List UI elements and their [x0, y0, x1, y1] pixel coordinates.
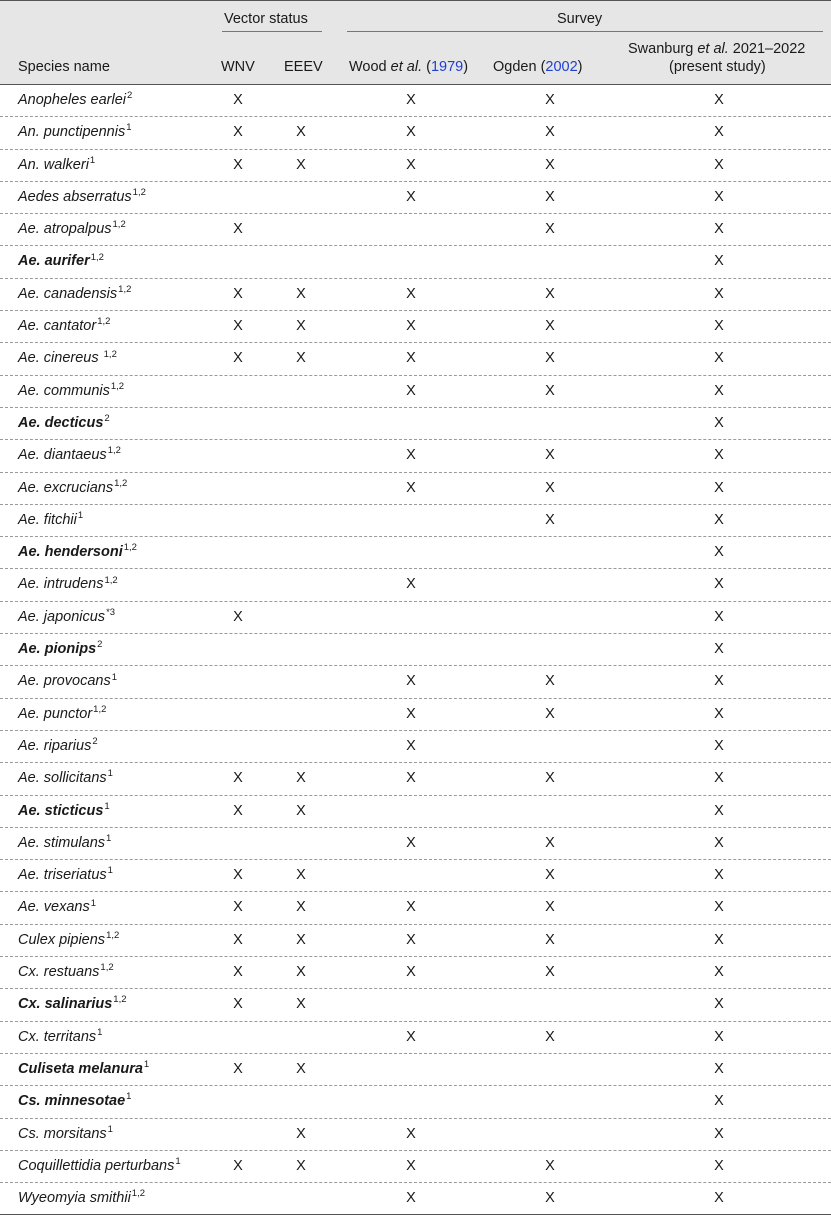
- group-survey-rule: [347, 31, 823, 32]
- mark-ogden: X: [545, 931, 555, 948]
- mark-swan: X: [714, 576, 724, 593]
- species-name-text: Ae. pionips: [18, 641, 97, 658]
- species-name: [18, 246, 104, 277]
- col-ogden: Ogden (2002): [493, 59, 583, 75]
- mark-swan: X: [714, 608, 724, 625]
- table-row: [0, 311, 831, 343]
- species-name-text: Culex pipiens: [18, 931, 106, 948]
- mark-ogden: X: [545, 156, 555, 173]
- mark-wood: X: [406, 770, 416, 787]
- mark-eeev: X: [296, 156, 306, 173]
- mark-swan: X: [714, 285, 724, 302]
- mark-swan: X: [714, 350, 724, 367]
- mark-wnv: X: [233, 1060, 243, 1077]
- mark-swan: X: [714, 156, 724, 173]
- mark-swan: X: [714, 447, 724, 464]
- species-name-text: Coquillettidia perturbans: [18, 1157, 175, 1174]
- species-name: [18, 279, 131, 310]
- species-name: [18, 892, 96, 923]
- mark-eeev: X: [296, 1157, 306, 1174]
- species-name: [18, 699, 106, 730]
- table-row: [0, 343, 831, 375]
- mark-ogden: X: [545, 834, 555, 851]
- species-name-text: Ae. triseriatus: [18, 867, 107, 884]
- table-row: [0, 1086, 831, 1118]
- mark-swan: X: [714, 221, 724, 238]
- mark-ogden: X: [545, 770, 555, 787]
- table-row: [0, 246, 831, 278]
- mark-swan: X: [714, 802, 724, 819]
- mark-swan: X: [714, 544, 724, 561]
- species-name-text: Cx. salinarius: [18, 996, 113, 1013]
- mark-wnv: X: [233, 996, 243, 1013]
- table-row: [0, 892, 831, 924]
- species-footnote: 1: [143, 1059, 150, 1071]
- mark-swan: X: [714, 382, 724, 399]
- species-footnote: 1,2: [104, 574, 118, 586]
- mark-wood: X: [406, 156, 416, 173]
- group-vector-rule: [222, 31, 322, 32]
- species-name: [18, 828, 111, 859]
- species-name-text: Aedes abserratus: [18, 188, 132, 205]
- species-footnote: 1: [175, 1155, 181, 1167]
- species-name: [18, 957, 114, 988]
- species-name: [18, 1054, 149, 1085]
- table-row: [0, 860, 831, 892]
- mark-swan: X: [714, 1125, 724, 1142]
- species-name: [18, 311, 110, 342]
- mark-swan: X: [714, 92, 724, 108]
- table-row: [0, 1054, 831, 1086]
- col-eeev: EEEV: [284, 59, 323, 75]
- col-swanburg-line1: Swanburg et al. 2021–2022: [628, 41, 806, 57]
- species-footnote: 1: [106, 833, 112, 844]
- table-body: [0, 84, 831, 1215]
- species-name: [18, 1183, 145, 1214]
- mark-ogden: X: [545, 188, 555, 205]
- mark-ogden: X: [545, 221, 555, 238]
- species-name-text: Ae. aurifer: [18, 253, 90, 270]
- table-row: [0, 473, 831, 505]
- species-footnote: 1: [89, 154, 96, 166]
- species-footnote: 1: [107, 865, 113, 877]
- species-footnote: 1,2: [90, 251, 104, 263]
- species-footnote: 1: [90, 897, 97, 909]
- mark-ogden: X: [545, 964, 555, 981]
- mark-swan: X: [714, 1028, 724, 1045]
- species-footnote: 1,2: [100, 962, 114, 974]
- species-footnote: 1: [111, 671, 117, 683]
- mark-wood: X: [406, 382, 416, 399]
- mark-wood: X: [406, 1125, 416, 1142]
- col-wood: Wood et al. (1979): [349, 59, 469, 75]
- species-name-text: Cs. minnesotae: [18, 1093, 126, 1110]
- species-name: [18, 602, 115, 633]
- species-footnote: 2: [92, 736, 98, 748]
- species-name-text: An. punctipennis: [18, 124, 126, 141]
- mark-ogden: X: [545, 1028, 555, 1045]
- species-footnote: *3: [106, 606, 116, 618]
- mark-ogden: X: [545, 673, 555, 690]
- mark-wood: X: [406, 705, 416, 722]
- species-name: [18, 989, 127, 1020]
- mark-swan: X: [714, 964, 724, 981]
- species-name-text: Cx. territans: [18, 1028, 97, 1045]
- mark-wnv: X: [233, 1157, 243, 1174]
- mark-swan: X: [714, 1157, 724, 1174]
- mark-eeev: X: [296, 996, 306, 1013]
- species-name: [18, 763, 113, 794]
- mark-wood: X: [406, 318, 416, 335]
- mark-wnv: X: [233, 802, 243, 819]
- mark-swan: X: [714, 318, 724, 335]
- species-name-text: Wyeomyia smithii: [18, 1190, 131, 1207]
- mark-ogden: X: [545, 1157, 555, 1174]
- mark-wnv: X: [233, 221, 243, 238]
- mark-ogden: X: [545, 124, 555, 141]
- mark-wnv: X: [233, 92, 243, 108]
- species-name-text: Ae. hendersoni: [18, 544, 123, 561]
- mark-wood: X: [406, 931, 416, 948]
- species-name: [18, 505, 83, 536]
- mark-wnv: X: [233, 318, 243, 335]
- species-footnote: 1: [104, 800, 110, 812]
- species-name-text: Ae. communis: [18, 382, 110, 399]
- species-footnote: 1,2: [113, 994, 127, 1006]
- table-row: [0, 150, 831, 182]
- species-name-text: Ae. punctor: [18, 705, 93, 722]
- species-name: [18, 117, 132, 148]
- mark-wood: X: [406, 350, 416, 367]
- species-name: [18, 408, 110, 439]
- mark-eeev: X: [296, 1060, 306, 1077]
- species-footnote: 1: [97, 1026, 103, 1038]
- mark-ogden: X: [545, 92, 555, 108]
- species-name: [18, 1022, 102, 1053]
- species-name-text: An. walkeri: [18, 156, 89, 173]
- mark-swan: X: [714, 867, 724, 884]
- mark-ogden: X: [545, 867, 555, 884]
- species-footnote: 1,2: [114, 477, 128, 489]
- species-footnote: 1: [107, 768, 113, 780]
- wood-year-link[interactable]: 1979: [430, 59, 464, 75]
- mark-swan: X: [714, 253, 724, 270]
- mark-eeev: X: [296, 770, 306, 787]
- mark-swan: X: [714, 414, 724, 431]
- mark-wood: X: [406, 479, 416, 496]
- species-name-text: Anopheles earlei: [18, 92, 127, 108]
- table-header: [0, 0, 831, 85]
- mark-wood: X: [406, 1028, 416, 1045]
- mark-eeev: X: [296, 124, 306, 141]
- col-species-name: Species name: [18, 59, 110, 75]
- table-row: [0, 537, 831, 569]
- mark-swan: X: [714, 479, 724, 496]
- mark-wnv: X: [233, 867, 243, 884]
- mark-ogden: X: [545, 350, 555, 367]
- mark-eeev: X: [296, 318, 306, 335]
- species-name-text: Ae. japonicus: [18, 608, 106, 625]
- table-row: [0, 440, 831, 472]
- mark-wnv: X: [233, 770, 243, 787]
- mark-wnv: X: [233, 285, 243, 302]
- species-name-text: Ae. stimulans: [18, 834, 106, 851]
- species-name: [18, 731, 98, 762]
- species-name-text: Ae. excrucians: [18, 479, 114, 496]
- mark-wood: X: [406, 285, 416, 302]
- table-row: [0, 957, 831, 989]
- table-row: [0, 763, 831, 795]
- mark-ogden: X: [545, 511, 555, 528]
- mark-eeev: X: [296, 899, 306, 916]
- table-row: [0, 117, 831, 149]
- group-survey: Survey: [557, 11, 603, 27]
- mark-eeev: X: [296, 931, 306, 948]
- table-row: [0, 925, 831, 957]
- species-name: [18, 182, 146, 213]
- mark-eeev: X: [296, 802, 306, 819]
- species-name-text: Ae. vexans: [18, 899, 90, 916]
- species-footnote: 1,2: [131, 1188, 146, 1200]
- mark-wnv: X: [233, 931, 243, 948]
- species-footnote: 1,2: [110, 380, 125, 392]
- mark-wnv: X: [233, 964, 243, 981]
- species-name: [18, 666, 117, 697]
- mark-swan: X: [714, 511, 724, 528]
- species-name: [18, 473, 127, 504]
- mark-swan: X: [714, 124, 724, 141]
- table-row: [0, 505, 831, 537]
- species-name-text: Ae. riparius: [18, 737, 92, 754]
- mark-ogden: X: [545, 705, 555, 722]
- ogden-year-link[interactable]: 2002: [545, 59, 578, 75]
- species-name: [18, 150, 95, 181]
- species-name: [18, 569, 118, 600]
- mark-wood: X: [406, 673, 416, 690]
- species-name-text: Culiseta melanura: [18, 1060, 143, 1077]
- species-footnote: 1,2: [118, 283, 132, 295]
- table-row: [0, 1151, 831, 1183]
- col-swanburg-line2: (present study): [669, 59, 766, 75]
- species-footnote: 1,2: [132, 187, 146, 199]
- mark-swan: X: [714, 641, 724, 658]
- col-wnv: WNV: [221, 59, 255, 75]
- species-footnote: 2: [127, 90, 133, 102]
- species-name-text: Ae. decticus: [18, 414, 104, 431]
- mark-wood: X: [406, 964, 416, 981]
- table-row: [0, 796, 831, 828]
- species-name: [18, 634, 102, 665]
- species-footnote: 1: [126, 122, 132, 134]
- species-name-text: Ae. cinereus: [18, 350, 103, 367]
- mark-swan: X: [714, 1060, 724, 1077]
- mark-wood: X: [406, 1190, 416, 1207]
- mark-swan: X: [714, 673, 724, 690]
- species-name-text: Ae. sollicitans: [18, 770, 107, 787]
- species-name: [18, 440, 121, 471]
- mark-swan: X: [714, 834, 724, 851]
- mark-eeev: X: [296, 285, 306, 302]
- species-footnote: 1,2: [97, 316, 111, 328]
- mark-eeev: X: [296, 964, 306, 981]
- group-vector-status: Vector status: [224, 11, 308, 27]
- table-row: [0, 85, 831, 117]
- mark-wnv: X: [233, 899, 243, 916]
- mark-swan: X: [714, 931, 724, 948]
- mark-wood: X: [406, 737, 416, 754]
- species-name: [18, 343, 117, 374]
- mark-ogden: X: [545, 479, 555, 496]
- mark-ogden: X: [545, 285, 555, 302]
- table-row: [0, 1022, 831, 1054]
- species-footnote: 1,2: [123, 542, 137, 554]
- species-footnote: 1,2: [107, 445, 121, 457]
- species-name-text: Ae. cantator: [18, 318, 97, 335]
- species-name-text: Ae. fitchii: [18, 511, 77, 528]
- mark-swan: X: [714, 996, 724, 1013]
- mark-wood: X: [406, 576, 416, 593]
- species-name-text: Ae. intrudens: [18, 576, 104, 593]
- mark-eeev: X: [296, 1125, 306, 1142]
- species-footnote: 1: [107, 1123, 113, 1135]
- mark-wood: X: [406, 1157, 416, 1174]
- table-row: [0, 989, 831, 1021]
- mark-swan: X: [714, 1093, 724, 1110]
- table-row: [0, 602, 831, 634]
- species-name: [18, 925, 119, 956]
- species-footnote: 1: [77, 510, 84, 522]
- species-name: [18, 1119, 113, 1150]
- table-row: [0, 376, 831, 408]
- mark-wood: X: [406, 124, 416, 141]
- mark-swan: X: [714, 770, 724, 787]
- species-footnote: 1,2: [103, 348, 117, 360]
- mark-ogden: X: [545, 382, 555, 399]
- mark-wnv: X: [233, 350, 243, 367]
- species-footnote: 2: [104, 413, 110, 425]
- mark-ogden: X: [545, 318, 555, 335]
- mark-wnv: X: [233, 156, 243, 173]
- table-row: [0, 699, 831, 731]
- mark-swan: X: [714, 737, 724, 754]
- mark-wnv: X: [233, 608, 243, 625]
- species-name-text: Ae. canadensis: [18, 285, 118, 302]
- table-row: [0, 182, 831, 214]
- table-row: [0, 279, 831, 311]
- mark-eeev: X: [296, 350, 306, 367]
- mark-wood: X: [406, 188, 416, 205]
- mark-wood: X: [406, 92, 416, 108]
- species-name: [18, 796, 110, 827]
- species-name-text: Cs. morsitans: [18, 1125, 107, 1142]
- species-name: [18, 860, 113, 891]
- mark-ogden: X: [545, 899, 555, 916]
- species-name: [18, 1151, 181, 1182]
- species-footnote: 1: [126, 1091, 132, 1103]
- mark-swan: X: [714, 899, 724, 916]
- species-name-text: Ae. diantaeus: [18, 447, 107, 464]
- species-name-text: Ae. provocans: [18, 673, 111, 690]
- species-name: [18, 85, 132, 116]
- table-row: [0, 666, 831, 698]
- species-name-text: Ae. sticticus: [18, 802, 104, 819]
- mark-eeev: X: [296, 867, 306, 884]
- species-footnote: 1,2: [93, 703, 107, 715]
- mark-wood: X: [406, 899, 416, 916]
- table-row: [0, 731, 831, 763]
- mark-ogden: X: [545, 1190, 555, 1207]
- species-name: [18, 537, 137, 568]
- species-name-text: Cx. restuans: [18, 964, 100, 981]
- table-row: [0, 214, 831, 246]
- table-row: [0, 1183, 831, 1215]
- species-name: [18, 214, 126, 245]
- mark-swan: X: [714, 1190, 724, 1207]
- mark-wnv: X: [233, 124, 243, 141]
- table-row: [0, 408, 831, 440]
- mark-wood: X: [406, 447, 416, 464]
- table-row: [0, 828, 831, 860]
- table-row: [0, 634, 831, 666]
- species-name: [18, 376, 124, 407]
- mark-swan: X: [714, 705, 724, 722]
- species-footnote: 1,2: [112, 219, 126, 231]
- table-row: [0, 569, 831, 601]
- mark-ogden: X: [545, 447, 555, 464]
- species-name-text: Ae. atropalpus: [18, 221, 112, 238]
- species-footnote: 2: [97, 639, 103, 651]
- species-footnote: 1,2: [106, 929, 120, 941]
- species-name: [18, 1086, 131, 1117]
- mark-swan: X: [714, 188, 724, 205]
- table-row: [0, 1119, 831, 1151]
- mark-wood: X: [406, 834, 416, 851]
